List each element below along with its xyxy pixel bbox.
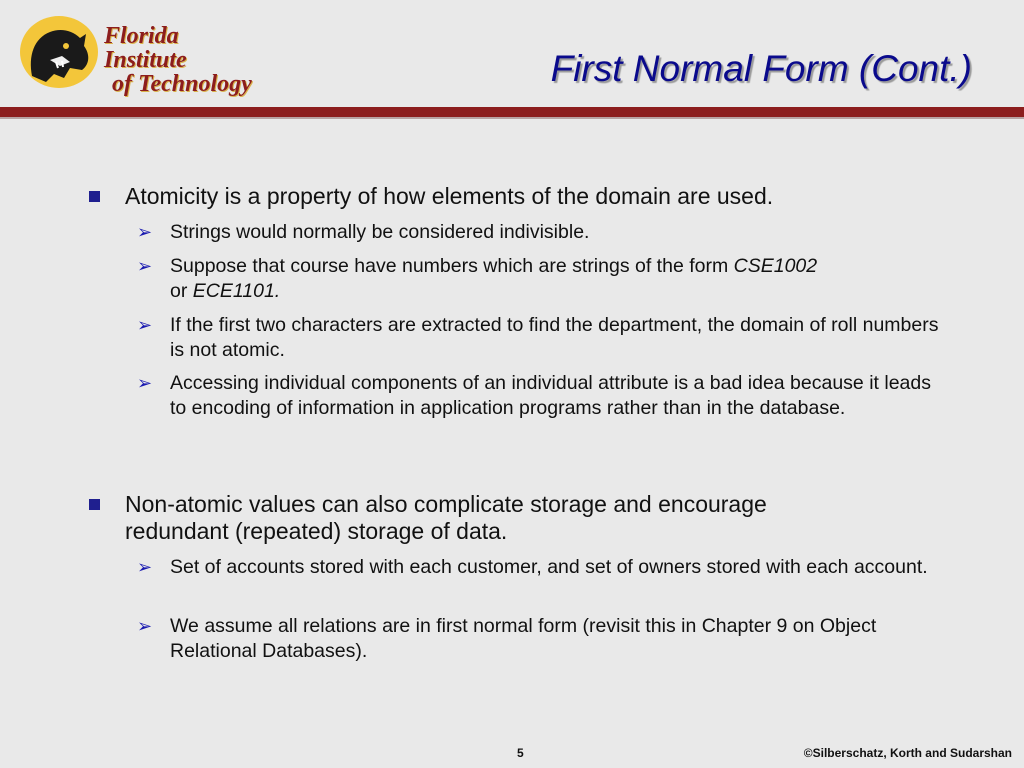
logo-text (104, 24, 258, 96)
slide-title: First Normal Form (Cont.) (550, 48, 972, 89)
sub-bullet-strings: Strings would normally be considered indivisible. (170, 221, 590, 243)
course-example-2: ECE1101. (192, 280, 281, 302)
sub-bullet-text: Suppose that course have numbers which are strings of the form (170, 255, 734, 277)
copyright: ©Silberschatz, Korth and Sudarshan (803, 746, 1012, 760)
sub-bullet-components: Accessing individual components of an individual attribute is a bad idea because it leads to encoding of information in application programs rather than in the database. (170, 372, 931, 419)
sub-bullet-first-normal-form: We assume all relations are in first normal form (revisit this in Chapter 9 on Object Relational Databases). (170, 615, 877, 662)
bullet-non-atomic: Non-atomic values can also complicate storage and encourage redundant (repeated) storage of data. (125, 491, 767, 544)
sub-bullet-department: If the first two characters are extracted to find the department, the domain of roll numbers is not atomic. (170, 314, 939, 361)
page-number: 5 (517, 746, 524, 760)
sub-bullet-accounts: Set of accounts stored with each customer, and set of owners stored with each account. (170, 556, 928, 578)
arrow-bullet-icon: ➢ (137, 222, 153, 242)
sub-bullet-course-numbers (170, 254, 950, 304)
arrow-bullet-icon: ➢ (137, 315, 153, 335)
logo-line-1: Florida Institute (104, 23, 187, 73)
course-example-1: CSE1002 (733, 255, 818, 277)
square-bullet-icon (89, 499, 100, 510)
fit-logo (18, 14, 258, 97)
bullet-atomicity: Atomicity is a property of how elements of the domain are used. (125, 183, 774, 209)
arrow-bullet-icon: ➢ (137, 256, 153, 276)
title-rule-shadow (0, 117, 1024, 119)
panther-icon (20, 16, 98, 88)
arrow-bullet-icon: ➢ (137, 557, 153, 577)
arrow-bullet-icon: ➢ (137, 373, 153, 393)
title-rule (0, 107, 1024, 117)
arrow-bullet-icon: ➢ (137, 616, 153, 636)
sub-bullet-text: or (170, 280, 193, 302)
logo-line-2: of Technology (112, 71, 252, 97)
square-bullet-icon (89, 191, 100, 202)
